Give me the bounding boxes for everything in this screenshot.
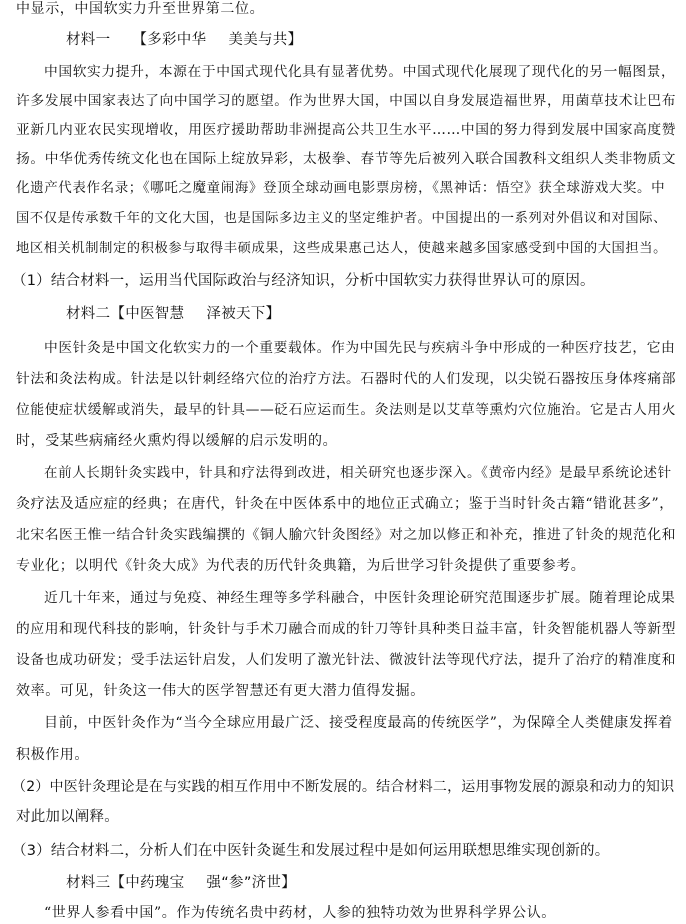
text-line: 灸疗法及适应症的经典；在唐代，针灸在中医体系中的地位正式确立；鉴于当时针灸古籍“错讹甚多”， [16, 496, 674, 512]
text-line: 中医针灸是中国文化软实力的一个重要载体。作为中国先民与疾病斗争中形成的一种医疗技艺，它由 [44, 340, 676, 356]
text-line: 的应用和现代科技的影响，针灸针与手术刀融合而成的针刀等针具种类日益丰富，针灸智能机器人等新型 [16, 621, 677, 637]
text-line: 针法和灸法构成。针法是以针刺经络穴位的治疗方法。石器时代的人们发现，以尖锐石器按压身体疼痛部 [16, 371, 677, 387]
text-line: 中国软实力提升，本源在于中国式现代化具有显著优势。中国式现代化展现了现代化的另一幅图景， [44, 64, 676, 80]
question-3: （3）结合材料二，分析人们在中医针灸诞生和发展过程中是如何运用联想思维实现创新的。 [12, 843, 610, 859]
material-three-subtitle: 强“参”济世】 [206, 875, 297, 891]
text-line: 许多发展中国家表达了向中国学习的愿望。作为世界大国，中国以自身发展造福世界，用菌草技术让巴布 [16, 93, 677, 109]
text-line: 时，受某些病痛经火熏灼得以缓解的启示发明的。 [16, 433, 338, 449]
text-line: 近几十年来，通过与免疫、神经生理等多学科融合，中医针灸理论研究范围逐步扩展。随着理论成果 [44, 590, 676, 606]
material-one-title: 【多彩中华 [132, 32, 207, 48]
question-2-continued: 对此加以阐释。 [16, 809, 119, 825]
text-line: 位能使症状缓解或消失，最早的针具——砭石应运而生。灸法则是以艾草等熏灼穴位施治。它是古人用火 [16, 402, 677, 418]
text-line: 积极作用。 [16, 747, 89, 763]
text-line: 北宋名医王惟一结合针灸实践编撰的《铜人腧穴针灸图经》对之加以修正和补充，推进了针灸的规范化和 [16, 527, 677, 543]
material-one-heading [66, 31, 302, 49]
question-1: （1）结合材料一，运用当代国际政治与经济知识，分析中国软实力获得世界认可的原因。 [12, 273, 595, 289]
text-line: 地区相关机制制定的积极参与取得丰硕成果，这些成果惠己达人，使越来越多国家感受到中国的大国担当。 [16, 241, 667, 256]
material-three-title: 材料三【中药瑰宝 [66, 875, 185, 891]
material-two-subtitle: 泽被天下】 [206, 306, 281, 322]
text-line: 效率。可见，针灸这一伟大的医学智慧还有更大潜力值得发掘。 [16, 683, 425, 699]
text-line: “世界人参看中国”。作为传统名贵中药材，人参的独特功效为世界科学界公认。 [44, 905, 556, 921]
material-one-subtitle: 美美与共】 [228, 32, 303, 48]
text-line: 设备也成功研发；受手法运针启发，人们发明了激光针法、微波针法等现代疗法，提升了治疗的精准度和 [16, 652, 677, 668]
material-one-label: 材料一 [66, 32, 111, 48]
text-line: 专业化；以明代《针灸大成》为代表的历代针灸典籍，为后世学习针灸提供了重要参考。 [16, 558, 586, 574]
text-line: 在前人长期针灸实践中，针具和疗法得到改进，相关研究也逐步深入。《黄帝内经》是最早系统论述针 [44, 465, 672, 481]
material-two-heading [66, 305, 280, 323]
text-line: 目前，中医针灸作为“当今全球应用最广泛、接受程度最高的传统医学”，为保障全人类健康发挥着 [44, 715, 673, 731]
material-two-title: 材料二【中医智慧 [66, 306, 185, 322]
material-three-heading [66, 874, 296, 892]
text-line: 中显示，中国软实力升至世界第二位。 [16, 1, 265, 17]
text-line: 化遗产代表作名录；《哪吒之魔童闹海》登顶全球动画电影票房榜，《黑神话：悟空》获全球游戏大奖。中 [16, 180, 666, 196]
text-line: 扬。中华优秀传统文化也在国际上绽放异彩，太极拳、春节等先后被列入联合国教科文组织人类非物质文 [16, 151, 677, 167]
question-2: （2）中医针灸理论是在与实践的相互作用中不断发展的。结合材料二，运用事物发展的源泉和动力的知识 [12, 779, 675, 795]
text-line: 亚新几内亚农民实现增收，用医疗援助帮助非洲提高公共卫生水平……中国的努力得到发展中国家高度赞 [16, 122, 677, 138]
text-line: 国不仅是传承数千年的文化大国，也是国际多边主义的坚定维护者。中国提出的一系列对外倡议和对国际、 [16, 211, 667, 226]
